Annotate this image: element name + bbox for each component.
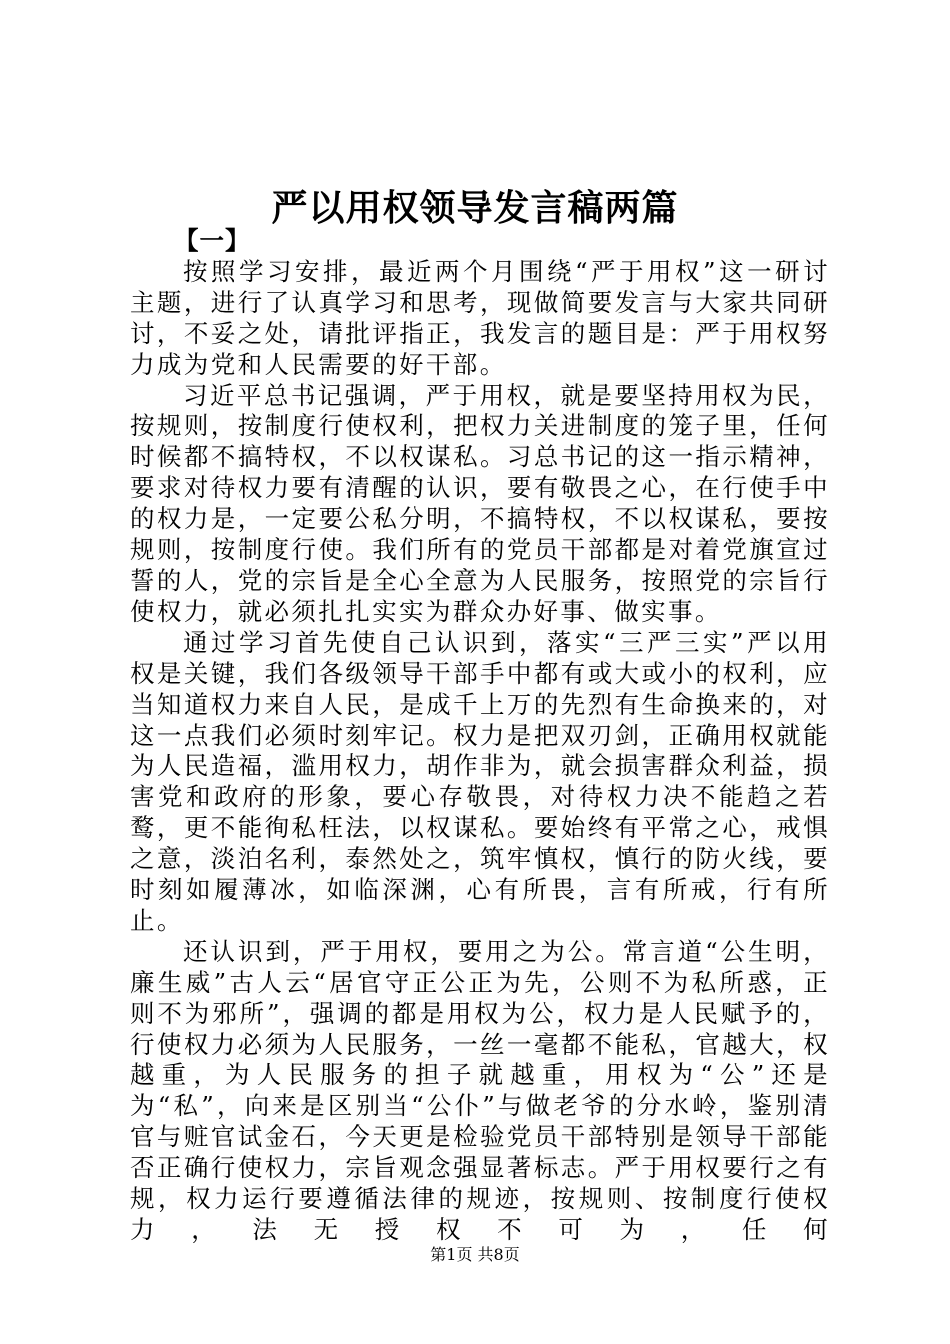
section-heading: 【一】 (174, 226, 251, 255)
paragraph: 还认识到，严于用权，要用之为公。常言道“公生明，廉生威”古人云“居官守正公正为先，公则不为私所惑，正则不为邪所”，强调的都是用权为公，权力是人民赋予的，行使权力必须为人民服务，一丝一毫都不能私，官越大，权越重，为人民服务的担子就越重，用权为“公”还是为“私”，向来是区别当“公仆”与做老爷的分水岭，鉴别清官与赃官试金石，今天更是检验党员干部特别是领导干部能否正确行使权力，宗旨观念强显著标志。严于用权要行之有规，权力运行要遵循法律的规迹，按规则、按制度行使权力，法无授权不可为，任何 (130, 936, 830, 1244)
paragraph: 通过学习首先使自己认识到，落实“三严三实”严以用权是关键，我们各级领导干部手中都有或大或小的权利，应当知道权力来自人民，是成千上万的先烈有生命换来的，对这一点我们必须时刻牢记。权力是把双刃剑，正确用权就能为人民造福，滥用权力，胡作非为，就会损害群众利益，损害党和政府的形象，要心存敬畏，对待权力决不能趋之若鹜，更不能徇私枉法，以权谋私。要始终有平常之心，戒惧之意，淡泊名利，泰然处之，筑牢慎权，慎行的防火线，要时刻如履薄冰，如临深渊，心有所畏，言有所戒，行有所止。 (130, 627, 830, 935)
paragraph: 习近平总书记强调，严于用权，就是要坚持用权为民，按规则，按制度行使权利，把权力关进制度的笼子里，任何时候都不搞特权，不以权谋私。习总书记的这一指示精神，要求对待权力要有清醒的认识，要有敬畏之心，在行使手中的权力是，一定要公私分明，不搞特权，不以权谋私，要按规则，按制度行使。我们所有的党员干部都是对着党旗宣过誓的人，党的宗旨是全心全意为人民服务，按照党的宗旨行使权力，就必须扎扎实实为群众办好事、做实事。 (130, 380, 830, 626)
paragraph: 按照学习安排，最近两个月围绕“严于用权”这一研讨主题，进行了认真学习和思考，现做简要发言与大家共同研讨，不妥之处，请批评指正，我发言的题目是：严于用权努力成为党和人民需要的好干部。 (130, 256, 830, 379)
document-body (130, 226, 830, 1246)
document-title: 严以用权领导发言稿两篇 (271, 187, 679, 229)
page-footer: 第1页 共8页 (430, 1245, 520, 1264)
